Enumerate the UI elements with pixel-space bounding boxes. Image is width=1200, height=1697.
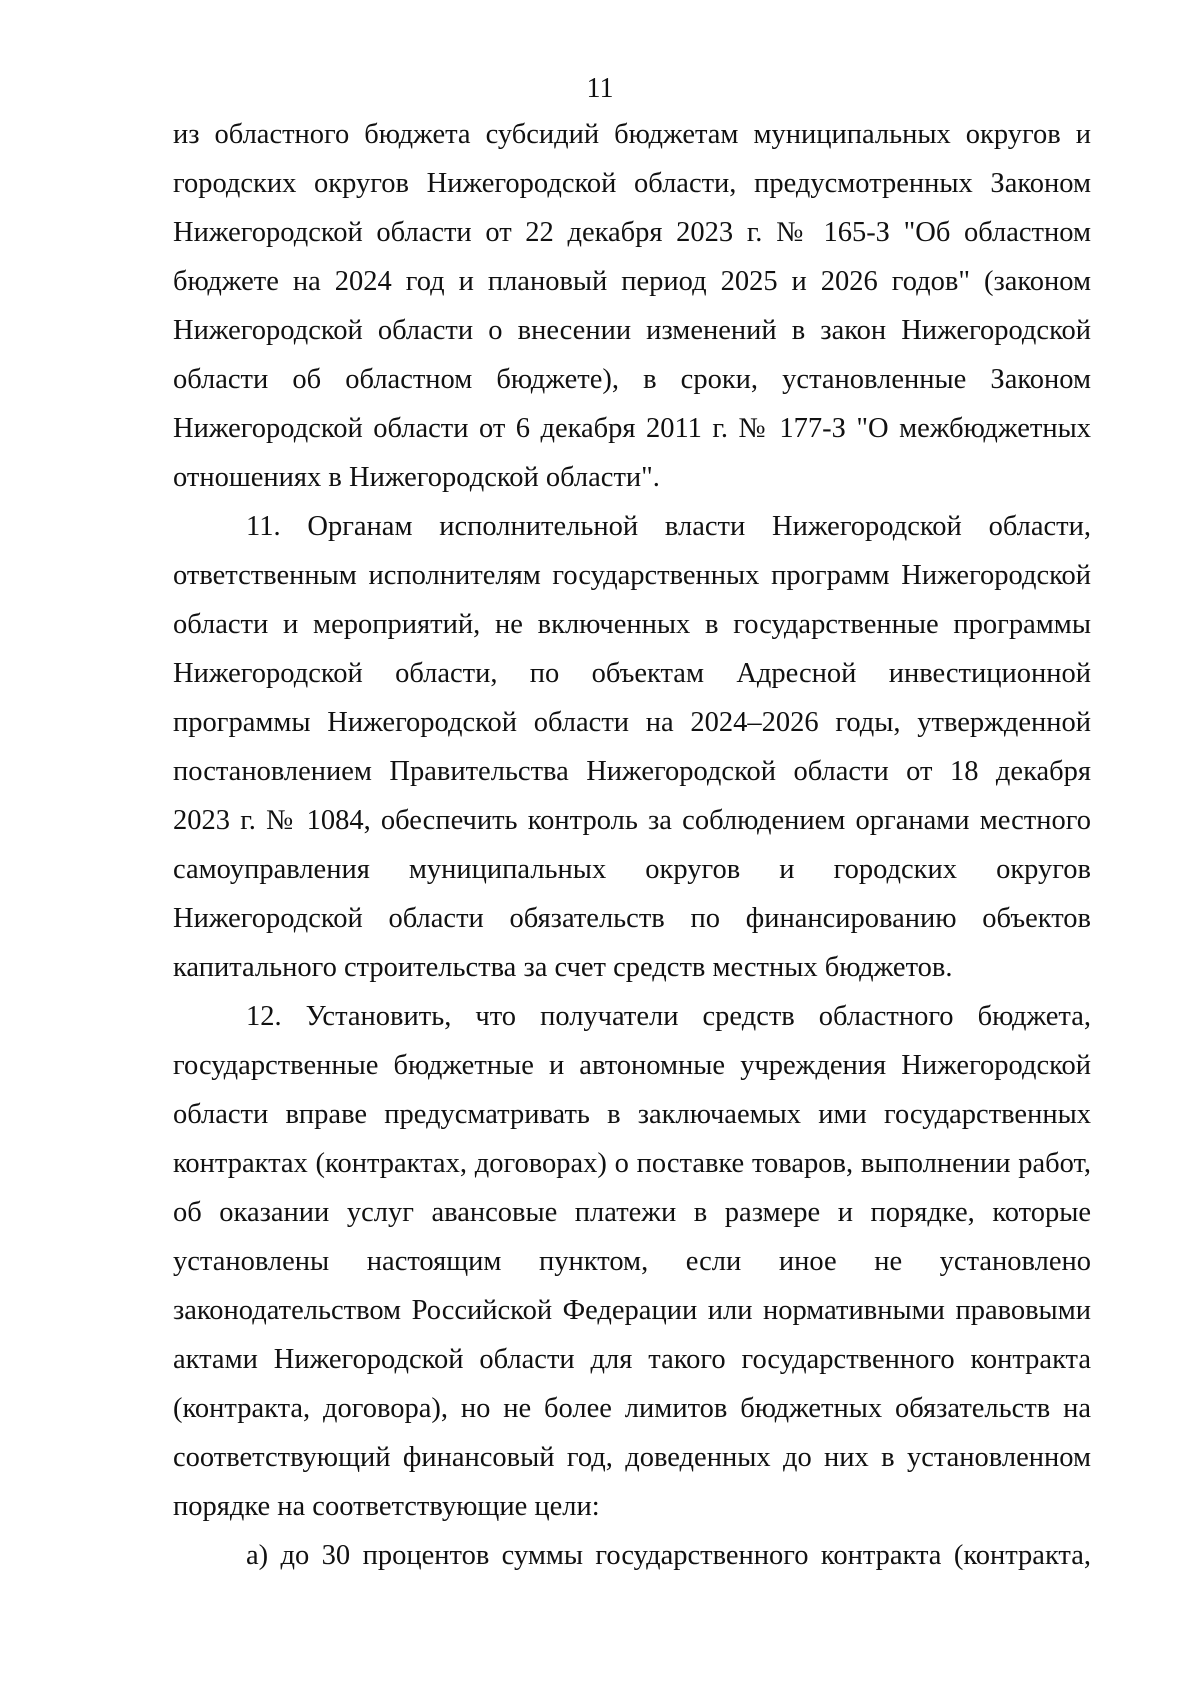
page-number: 11 (586, 73, 614, 104)
paragraph-subitem-a: а) до 30 процентов суммы государственного контракта (контракта, (246, 1540, 1091, 1571)
paragraph-item-12: 12. Установить, что получатели средств областного бюджета, государственные бюджетные и автономные учреждения Нижегородской области вправе предусматривать в заключаемых ими государственных контрактах (контрактах, договорах) о поставке товаров, выполнении работ, об оказании услуг авансовые платежи в размере и порядке, которые установлены настоящим пунктом, если иное не установлено законодательством Российской Федерации или нормативными правовыми актами Нижегородской области для такого государственного контракта (контракта, договора), но не более лимитов бюджетных обязательств на соответствующий финансовый год, доведенных до них в установленном порядке на соответствующие цели: (173, 1001, 1091, 1522)
paragraph-continuation: из областного бюджета субсидий бюджетам муниципальных округов и городских округов Нижегородской области, предусмотренных Законом Нижегородской области от 22 декабря 2023 г. № 165-З "Об областном бюджете на 2024 год и плановый период 2025 и 2026 годов" (законом Нижегородской области о внесении изменений в закон Нижегородской области об областном бюджете), в сроки, установленные Законом Нижегородской области от 6 декабря 2011 г. № 177-З "О межбюджетных отношениях в Нижегородской области". (173, 119, 1091, 493)
document-body (173, 110, 1091, 1580)
paragraph-item-11: 11. Органам исполнительной власти Нижегородской области, ответственным исполнителям государственных программ Нижегородской области и мероприятий, не включенных в государственные программы Нижегородской области, по объектам Адресной инвестиционной программы Нижегородской области на 2024–2026 годы, утвержденной постановлением Правительства Нижегородской области от 18 декабря 2023 г. № 1084, обеспечить контроль за соблюдением органами местного самоуправления муниципальных округов и городских округов Нижегородской области обязательств по финансированию объектов капитального строительства за счет средств местных бюджетов. (173, 511, 1091, 983)
